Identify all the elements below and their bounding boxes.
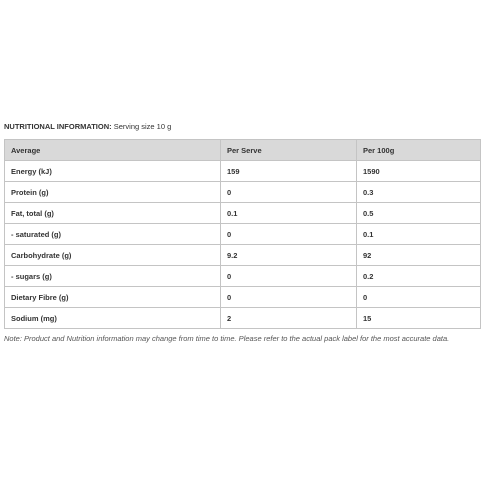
nutrient-name: - sugars (g): [5, 266, 221, 287]
per-serve-value: 0.1: [221, 203, 357, 224]
table-row: [5, 308, 481, 329]
nutrient-name: Protein (g): [5, 182, 221, 203]
serving-size-text: Serving size 10 g: [113, 122, 172, 131]
table-header-row: [5, 140, 481, 161]
table-row: [5, 161, 481, 182]
per-serve-value: 9.2: [221, 245, 357, 266]
column-header-per-serve: Per Serve: [221, 140, 357, 161]
per-100g-value: 15: [357, 308, 481, 329]
column-header-average: Average: [5, 140, 221, 161]
per-100g-value: 1590: [357, 161, 481, 182]
table-row: [5, 266, 481, 287]
nutrient-name: - saturated (g): [5, 224, 221, 245]
table-row: [5, 182, 481, 203]
nutrition-heading-label: NUTRITIONAL INFORMATION:: [4, 122, 112, 131]
per-serve-value: 0: [221, 182, 357, 203]
nutrient-name: Sodium (mg): [5, 308, 221, 329]
per-serve-value: 159: [221, 161, 357, 182]
table-row: [5, 224, 481, 245]
per-100g-value: 0.1: [357, 224, 481, 245]
per-100g-value: 0.5: [357, 203, 481, 224]
per-100g-value: 92: [357, 245, 481, 266]
per-100g-value: 0: [357, 287, 481, 308]
nutrient-name: Fat, total (g): [5, 203, 221, 224]
column-header-per-100g: Per 100g: [357, 140, 481, 161]
per-100g-value: 0.2: [357, 266, 481, 287]
table-row: [5, 287, 481, 308]
disclaimer-note: Note: Product and Nutrition information may change from time to time. Please refer to the actual pack label for the most accurate data.: [4, 334, 450, 343]
per-serve-value: 0: [221, 224, 357, 245]
nutrient-name: Dietary Fibre (g): [5, 287, 221, 308]
nutrition-heading: [4, 122, 171, 131]
table-row: [5, 203, 481, 224]
per-100g-value: 0.3: [357, 182, 481, 203]
nutrition-table: [4, 139, 481, 329]
nutrient-name: Energy (kJ): [5, 161, 221, 182]
per-serve-value: 2: [221, 308, 357, 329]
per-serve-value: 0: [221, 266, 357, 287]
table-row: [5, 245, 481, 266]
per-serve-value: 0: [221, 287, 357, 308]
nutrient-name: Carbohydrate (g): [5, 245, 221, 266]
